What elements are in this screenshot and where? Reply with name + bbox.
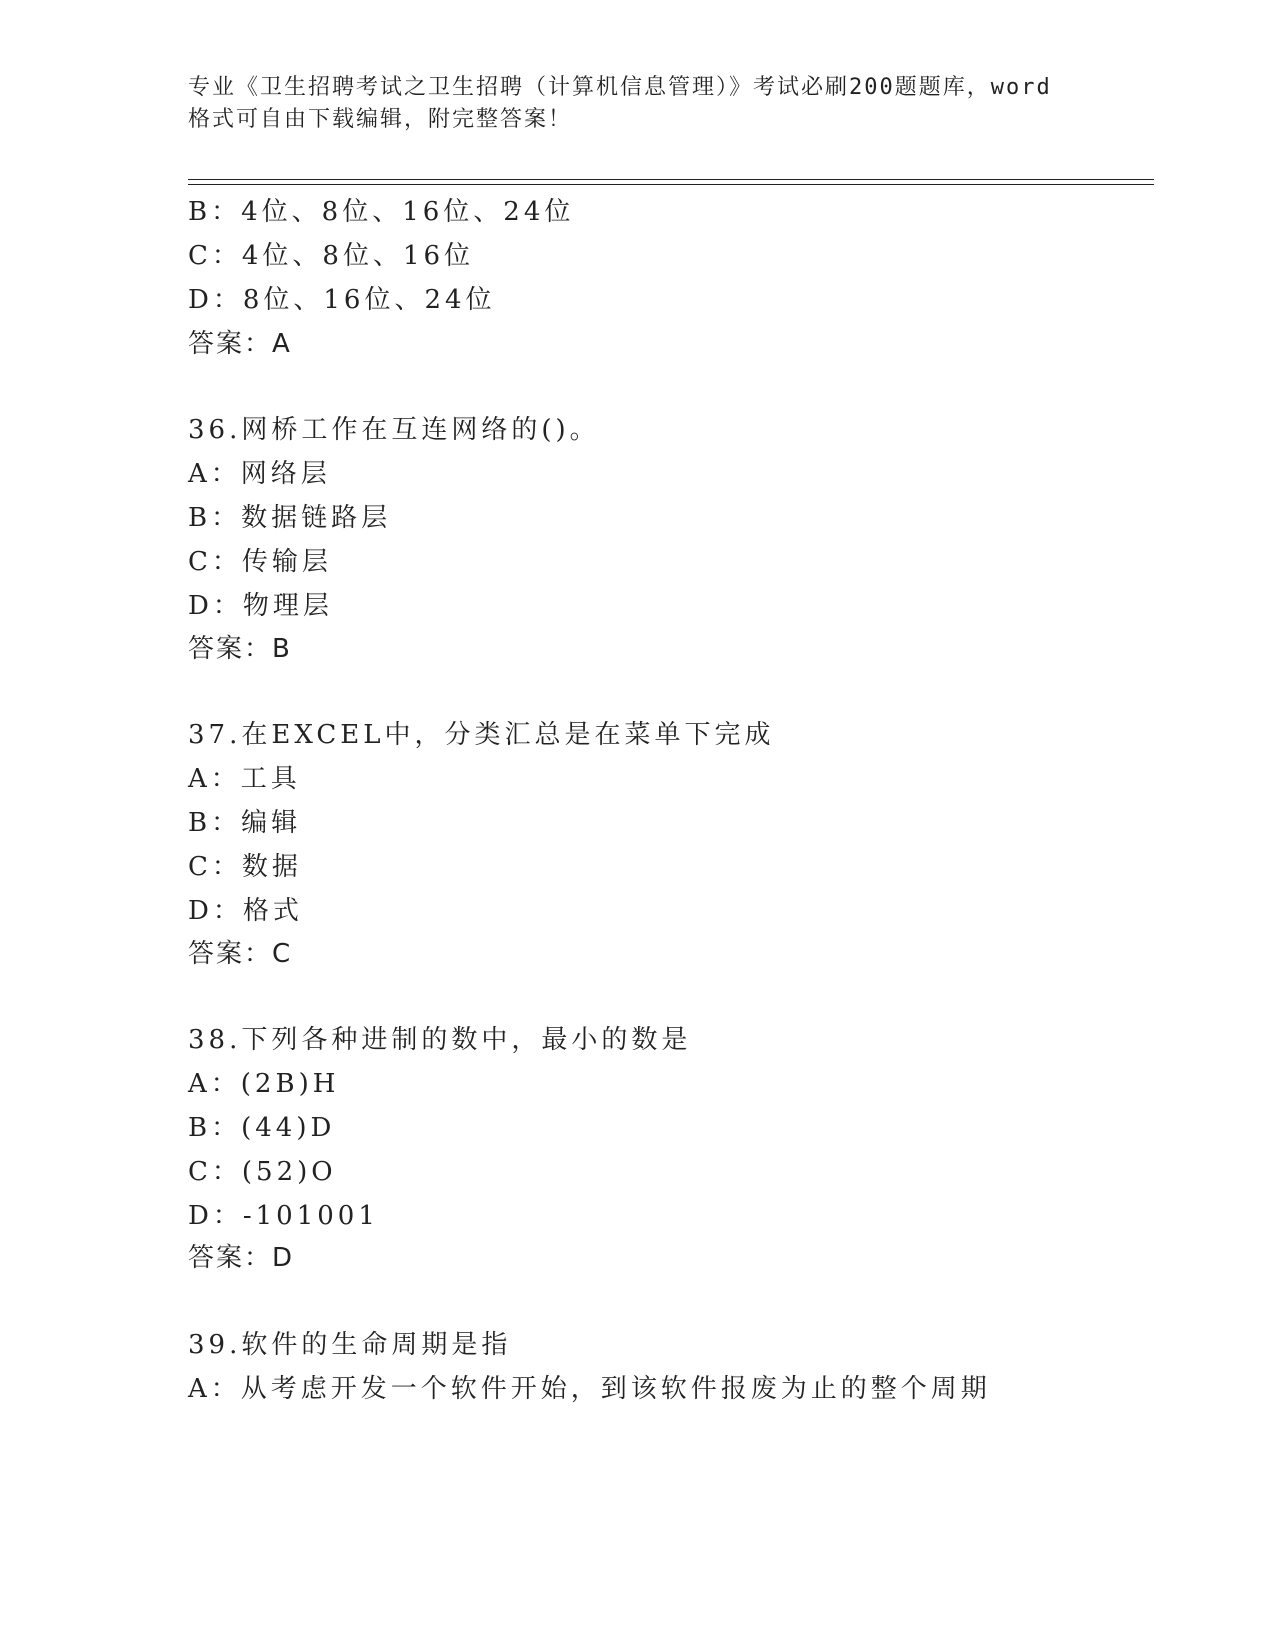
option-b: B：编辑 [188, 808, 302, 838]
header-divider-bottom [188, 184, 1154, 185]
answer-line: 答案：B [188, 634, 292, 664]
question-stem: 36.网桥工作在互连网络的()。 [188, 415, 600, 445]
document-header [188, 72, 1088, 136]
option-b: B：数据链路层 [188, 503, 392, 533]
option-c: C：数据 [188, 852, 302, 882]
header-title-line-1: 专业《卫生招聘考试之卫生招聘（计算机信息管理）》考试必刷200题题库，word [188, 75, 1052, 100]
question-stem: 39.软件的生命周期是指 [188, 1330, 512, 1360]
answer-line: 答案：D [188, 1243, 295, 1273]
option-c: C：(52)O [188, 1157, 337, 1187]
answer-line: 答案：A [188, 329, 292, 359]
header-divider-top [188, 179, 1154, 180]
option-b: B：(44)D [188, 1113, 336, 1143]
option-d: D：-101001 [188, 1201, 379, 1231]
option-a: A：工具 [188, 764, 301, 794]
option-d: D：物理层 [188, 591, 333, 621]
header-title-line-2: 格式可自由下载编辑，附完整答案！ [188, 107, 573, 132]
answer-line: 答案：C [188, 939, 293, 969]
question-stem: 37.在EXCEL中，分类汇总是在菜单下完成 [188, 720, 775, 750]
option-c: C：4位、8位、16位 [188, 241, 475, 271]
option-a: A：网络层 [188, 459, 331, 489]
option-d: D：8位、16位、24位 [188, 285, 496, 315]
option-a: A：从考虑开发一个软件开始，到该软件报废为止的整个周期 [188, 1374, 991, 1404]
option-d: D：格式 [188, 896, 303, 926]
option-c: C：传输层 [188, 547, 332, 577]
option-a: A：(2B)H [188, 1069, 340, 1099]
option-b: B：4位、8位、16位、24位 [188, 197, 575, 227]
question-stem: 38.下列各种进制的数中，最小的数是 [188, 1025, 692, 1055]
